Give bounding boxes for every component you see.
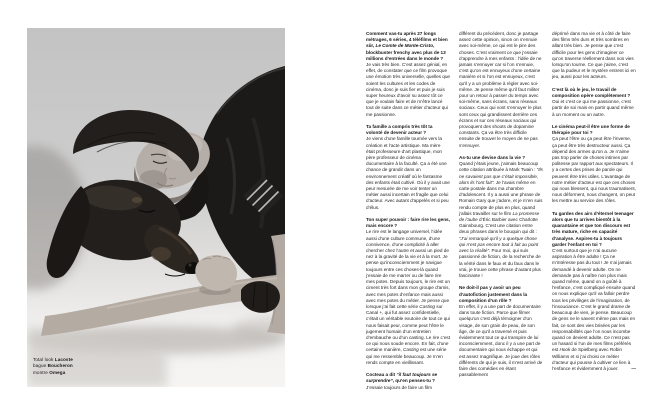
text-run: “il faut toujours se surprendre” [366,372,438,384]
text-run: est une série qui me ressemble beaucoup. Je m’en rends compte en vieillissant. [366,347,447,365]
credit-item: montre [33,369,50,375]
text-run: de Spielberg avec Robin Williams et si j’ai choisi ce métier d’acteur qui pousse à cultiver ce lien à l’enfance et évidemment à jouer. [552,347,631,371]
text-run: Oui et c’est ce qui me passionne, c’est partir de soi mais en partir quand même à un moment ou un autre. [552,99,634,117]
text-column-2 [459,31,543,378]
text-run: , qu’en penses-tu ? [392,378,435,384]
credit-brand: Boucheron [47,363,73,369]
text-run: Je vais très bien. C’est assez génial, en effet, de constater que ce film provoque une émotion très universelle, quelles que soient les cultures et les codes de cinéma, donc je suis fier et puis je suis super heureux d’avoir su assez tôt ce que je voulais faire et de m’être lancé tout de suite dans ce métier d’acteur qui me passionne. [366,62,450,117]
interview-question [459,285,543,304]
interview-answer [552,99,636,118]
interview-answer [459,31,543,149]
man-and-dog-photo [27,28,285,387]
interview-answer [366,136,450,210]
credit-item: bague [33,363,48,369]
text-run: Casting [402,347,419,353]
text-run: Hook [559,347,571,353]
credit-item: Total look [33,357,55,362]
text-run: J’essaie toujours de faire un film [366,384,432,390]
text-run: Le rire est le langage universel, l’idée aussi d’une culture commune, d’une connivence, d’une complicité à aller chercher chez l’autre et aussi un pied de nez à la gravité de la vie et à la mort. Je pense qu’inconsciemment je navigue toujours entre ces choses-là quand j’essaie de me marrer ou de faire rire mes potes. Depuis toujours, le rire est un ciment très fort dans mon groupe d’amis, avec mes potes d’enfance mais aussi avec mes potes du métier. Je pense que lorsque j’ai fait cette série [366,229,450,309]
text-run: sur Canal +, qui fut assez confidentielle, c’était un véritable exutoire de tout ce qui nous faisait peur, comme peut l’être le jugement humain d’un entretien d’embauche ou d’un casting. Le rire c’est ce qui nous soude encore. En fait, d’une certaine manière, [366,303,450,353]
credit-line [33,370,73,376]
photo-credits [33,357,73,376]
interview-answer [366,229,450,365]
text-run: Comment vas-tu après 27 longs métrages, 6 séries, 4 téléfilms et bien sûr, [366,31,448,49]
text-run: “Ils ne savaient pas que c’était impossible, alors ils l’ont fait” [459,167,543,185]
photo-page [27,28,285,387]
text-run: différent du précédent, donc je partage assez cette opinion, sinon on s’ennuie avec soi-même, ce qui est le pire des choses. C’est vraiment ce que j’essaie d’apprendre à mes enfants : l’idée de ne jamais s’ennuyer car si l’on s’ennuie, c’est qu’on est ennuyeux d’une certaine manière et si l’on est ennuyeux, c’est qu’il y a un problème à régler avec soi-même. Je pense même qu’il faut militer pour un retour à passer du temps avec soi-même, sans écrans, sans réseaux sociaux. Ceux qui vont s’ennuyer le plus sont ceux qui grandissent derrière ces écrans et sur ces réseaux sociaux qui provoquent des shoots de dopamine constants. Ça va être très difficile ensuite de trouver le moyen de ne pas s’ennuyer. [459,31,542,148]
interview-question [366,31,450,62]
text-run: Ton super pouvoir : faire rire les gens, mais encore ? [366,217,450,229]
text-run: . Pour moi, qui suis passionné de fiction, de la recherche de la vérité dans le faux et du faux dans le vrai, je trouve cette phrase d’autant plus fascinante ! [459,248,541,278]
interview-question [552,124,636,136]
interview-answer [552,31,636,81]
text-run: . Je l’avais même en carte postale dans ma chambre d’adolescent. Il y a aussi une phrase de Romain Gary que j’adore, et je m’en suis rendu compte de plus en plus, quand j’allais travailler sur le film [459,179,543,216]
text-run: , blockbuster frenchy avec plus de 13 millions d’entrées dans le monde ? [366,43,446,61]
text-run: “J’ai remarqué qu’il y a quelque chose qui n’est pas encore tout à fait au point avec la réalité” [459,235,539,254]
interview-question [366,124,450,136]
text-run: Cocteau a dit [366,372,397,378]
dog-cheek-marking [151,247,171,261]
interview-answer [552,136,636,204]
text-run: C’est surtout que je n’ai aucune aspiration à être adulte ! Ça ne m’intéresse pas du tout ! Je n’ai jamais demandé à devenir adulte. On ne demande pas à naître non plus mais quand même, quand on a goûté à l’enfance, c’est compliqué ensuite quand on nous explique qu’il va falloir perdre tous les privilèges de l’imagination, de l’insouciance. C’est le grand drame de beaucoup de vies, je pense. Beaucoup de gens ne le savent même pas mais en fait, ce sont des vies brisées par les responsabilités que l’on nous incombe quand on devient adulte. Ce n’est pas un hasard si l’un de mes films préférés est [552,248,636,353]
interview-question [366,372,450,384]
credit-brand: Omega [49,369,66,375]
interview-answer [366,385,450,391]
text-run: Ne doit-il pas y avoir un peu d’autofiction justement dans la composition d’un rôle ? [459,285,528,303]
text-run: Je viens d’une famille tournée vers la création et l’acte artistique. Ma mère était professeure d’art plastique, mon père professeur de cinéma documentaire à la faculté. Ça a été une chance de grandir dans un environnement créatif où le fantasme des enfants était cultivé. Où il y avait une peur mesurée de me voir tenter un métier aussi incertain et fragile que celui d’acteur. Avec autant d’appelés et si peu d’élus. [366,136,450,210]
text-run: C’est là où le jeu, le travail de composition opère complètement ? [552,86,631,99]
text-run: Tu gardes des airs d’éternel teenager alors que tu arrives bientôt à la quarantaine et que ton discours est très mature, riche en capacité d’analyse. Aspires-tu à toujours garder l’enfant en toi ? [552,210,634,247]
text-run: Casting [419,303,435,309]
text-run: La promesse de l’aube [459,210,540,223]
interview-answer [459,304,543,378]
interview-answer [552,248,636,372]
text-column-3 [552,31,636,372]
text-run: Quand j’étais jeune, j’aimais beaucoup cette citation attribuée à Mark Twain : [459,161,539,173]
text-run: Le cinéma peut-il être une forme de thérapie pour toi ? [552,124,630,136]
interview-question [552,211,636,248]
interview-question [366,217,450,229]
text-run: d’Éric Barbier avec Charlotte Gainsbourg. C’est une citation entre deux phrases dans le bouquin qui dit : [459,217,538,235]
interview-answer [459,161,543,279]
text-run: En effet, il y a une part de documentaire dans toute fiction. Parce que filmer quelqu’un c’est déjà témoigner d’un visage, de son grain de peau, de son âge, de ce qu’il a traversé et puis évidemment tout ce qui transpire de lui inconsciemment, donc il y a une part de documentaire qui nous échappe et qui est assez magnifique. Je joue des rôles différents de qui je suis, il m’est arrivé de faire des comédies en étant passablement [459,303,543,378]
text-run: Ça peut l’être ou ça peut être l’inverse, ça peut être très destructeur aussi. Ça dépend des armes qu’on a. Je n’aime pas trop parler de choses intimes par politesse par rapport aux spectateurs. Il y a certes des prises de parole qui peuvent être très utiles. L’avantage de notre métier d’acteur est que ces choses qui nous blessent, qui nous traumatisent, nous déforment, nous changent, on peut les mettre au service des rôles. [552,136,636,204]
credit-brand: Lacoste [54,357,73,362]
text-column-1 [366,31,450,391]
text-run: As-tu une devise dans la vie ? [459,155,526,161]
dog-brow-marking [132,197,142,203]
text-run: déprimé dans ma vie et à côté de faire des films très durs et très sombres en allant très bien. Je pense que c’est difficile pour les gens d’imaginer ce qu’on traverse réellement dans nos vies lorsqu’on tourne. Ce que j’aime, c’est que la pudeur et le mystère entrent ici en jeu, aussi pour les acteurs. [552,31,636,80]
text-run: Le Comte de Monte-Cristo [375,43,434,49]
interview-question [552,87,636,99]
interview-answer [366,62,450,118]
end-of-article-mark: — [631,365,636,371]
interview-article [366,31,637,397]
text-run: Ta famille a compris très tôt ta volonté de devenir acteur ? [366,124,433,136]
